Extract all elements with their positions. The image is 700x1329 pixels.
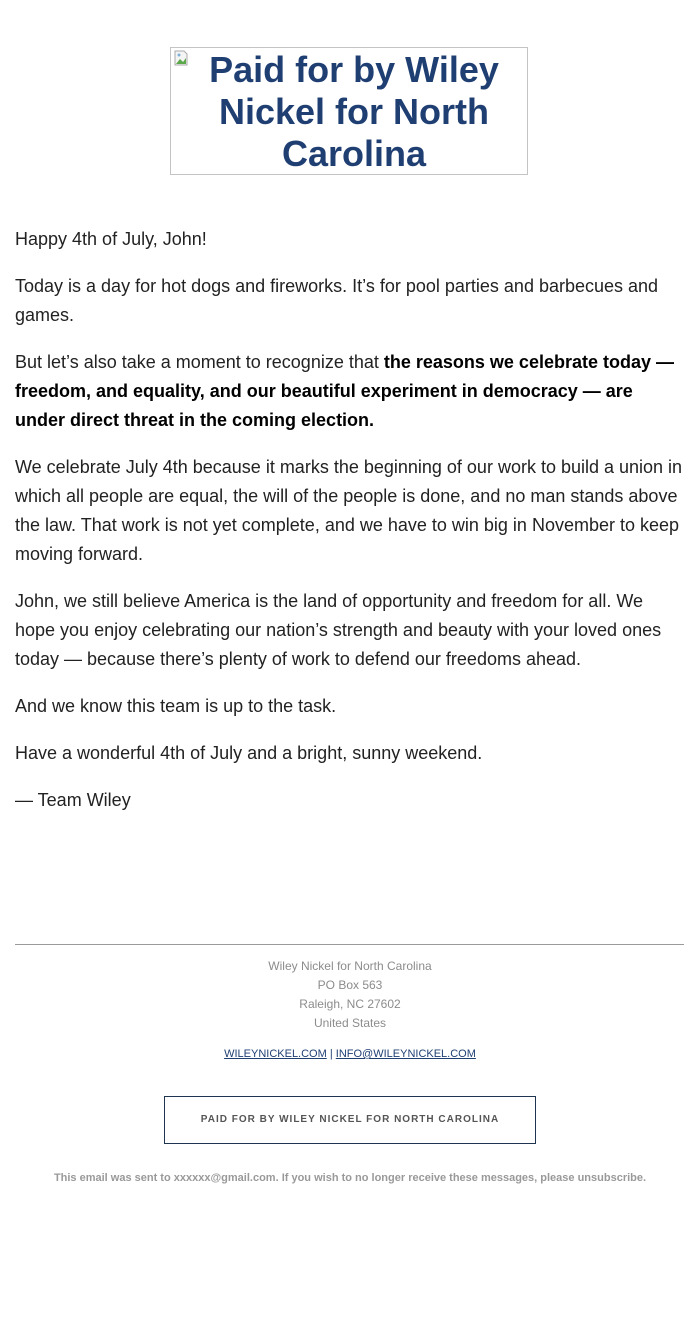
paragraph-2-plain: But let’s also take a moment to recognize that bbox=[15, 352, 384, 372]
website-link[interactable]: WILEYNICKEL.COM bbox=[224, 1048, 327, 1060]
footer-divider bbox=[15, 944, 684, 945]
paragraph-6: Have a wonderful 4th of July and a bright, sunny weekend. bbox=[15, 743, 483, 763]
paragraph-1: Today is a day for hot dogs and fireworks. It’s for pool parties and barbecues and games. bbox=[15, 276, 659, 325]
paid-for-disclaimer: PAID FOR BY WILEY NICKEL FOR NORTH CAROLINA bbox=[164, 1096, 536, 1144]
paragraph-3: We celebrate July 4th because it marks the beginning of our work to build a union in which all people are equal, the will of the people is done, and no man stands above the law. That work is not yet complete, and we have to win big in November to keep moving forward. bbox=[15, 457, 683, 564]
paragraph-4: John, we still believe America is the land of opportunity and freedom for all. We hope you enjoy celebrating our nation’s strength and beauty with your loved ones today — because there’s plenty of work to defend our freedoms ahead. bbox=[15, 591, 662, 669]
address-line-box: PO Box 563 bbox=[317, 978, 383, 992]
address-line-org: Wiley Nickel for North Carolina bbox=[268, 959, 432, 973]
paragraph-2 bbox=[15, 348, 687, 435]
paragraph-2-bold: the reasons we celebrate today — freedom, and equality, and our beautiful experiment in democracy — are under direct threat in the coming election. bbox=[15, 352, 674, 430]
header-image-placeholder bbox=[170, 47, 528, 175]
greeting: Happy 4th of July, John! bbox=[15, 229, 207, 249]
email-body bbox=[15, 225, 687, 833]
unsubscribe-notice[interactable]: This email was sent to xxxxxx@gmail.com. If you wish to no longer receive these messages, please unsubscribe. bbox=[53, 1172, 647, 1184]
header-alt-text: Paid for by Wiley Nickel for North Carolina bbox=[209, 49, 499, 174]
footer-address bbox=[0, 957, 700, 1033]
address-line-country: United States bbox=[313, 1016, 387, 1030]
broken-image-icon bbox=[174, 50, 190, 66]
paragraph-5: And we know this team is up to the task. bbox=[15, 696, 337, 716]
link-separator: | bbox=[329, 1048, 333, 1060]
email-link[interactable]: INFO@WILEYNICKEL.COM bbox=[335, 1048, 476, 1060]
footer-links bbox=[0, 1048, 700, 1060]
address-line-city: Raleigh, NC 27602 bbox=[299, 997, 401, 1011]
signoff: — Team Wiley bbox=[15, 790, 131, 810]
